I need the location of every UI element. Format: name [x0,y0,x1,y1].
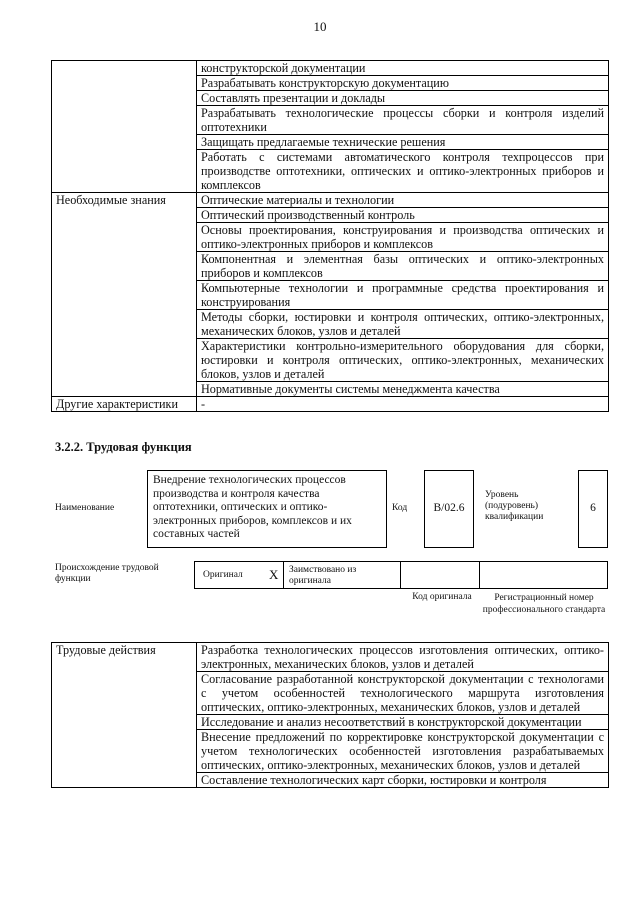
level-label: Уровень (подуровень) квалификации [485,490,544,522]
code-label: Код [392,503,408,513]
knowledge-item: Основы проектирования, конструирования и производства оптических и оптико-электронных приборов и комплексов [197,223,609,252]
code-value: B/02.6 [424,470,474,548]
knowledge-item: Нормативные документы системы менеджмента качества [197,382,609,397]
skill-item: Разрабатывать конструкторскую документацию [197,76,609,91]
knowledge-item: Оптические материалы и технологии [197,193,609,208]
action-item: Составление технологических карт сборки, юстировки и контроля [197,773,609,788]
knowledge-item: Компьютерные технологии и программные средства проектирования и конструирования [197,281,609,310]
origin-label: Происхождение трудовой функции [55,563,159,584]
knowledge-table [51,60,609,412]
other-label: Другие характеристики [52,397,197,412]
section-title: 3.2.2. Трудовая функция [55,440,192,454]
page-number: 10 [313,19,327,34]
name-label: Наименование [55,503,115,513]
skill-item: Работать с системами автоматического контроля техпроцессов при производстве оптотехники, оптических и оптико-электронных приборов и комплексов [197,150,609,193]
skill-item: Разрабатывать технологические процессы сборки и контроля изделий оптотехники [197,106,609,135]
knowledge-item: Методы сборки, юстировки и контроля оптических, оптико-электронных, механических блоков, узлов и деталей [197,310,609,339]
action-item: Разработка технологических процессов изготовления оптических, оптико-электронных, механических блоков, узлов и деталей [197,643,609,672]
code-original-cell [400,561,480,589]
level-value: 6 [578,470,608,548]
code-original-label: Код оригинала [412,592,472,602]
action-item: Исследование и анализ несоответствий в конструкторской документации [197,715,609,730]
knowledge-item: Оптический производственный контроль [197,208,609,223]
borrowed-cell [283,561,401,589]
original-mark: X [269,567,279,582]
knowledge-label: Необходимые знания [52,193,197,397]
skill-item: Защищать предлагаемые технические решения [197,135,609,150]
action-item: Согласование разработанной конструкторской документации с технологами с учетом особенностей технологического маршрута изготовления оптических, оптико-электронных, механических блоков, узлов и деталей [197,672,609,715]
name-value: Внедрение технологических процессов производства и контроля качества оптотехники, оптических и оптико-электронных приборов, комплексов и их составных частей [147,470,387,548]
reg-number-cell [479,561,608,589]
actions-table [51,642,609,788]
action-item: Внесение предложений по корректировке конструкторской документации с учетом технологических особенностей изготовления разрабатываемых оптических, оптико-электронных, механических блоков, узлов и деталей [197,730,609,773]
skill-item: конструкторской документации [197,61,609,76]
skills-label-cell [52,61,197,193]
actions-label: Трудовые действия [52,643,197,788]
original-label: Оригинал [203,570,243,580]
skill-item: Составлять презентации и доклады [197,91,609,106]
original-cell [194,561,284,589]
knowledge-item: Характеристики контрольно-измерительного оборудования для сборки, юстировки и контроля оптических, оптико-электронных, механических блоков, узлов и деталей [197,339,609,382]
borrowed-label: Заимствовано из оригинала [289,565,357,586]
other-value: - [197,397,609,412]
knowledge-item: Компонентная и элементная базы оптических и оптико-электронных приборов и комплексов [197,252,609,281]
reg-number-label: Регистрационный номер профессионального стандарта [482,593,606,615]
